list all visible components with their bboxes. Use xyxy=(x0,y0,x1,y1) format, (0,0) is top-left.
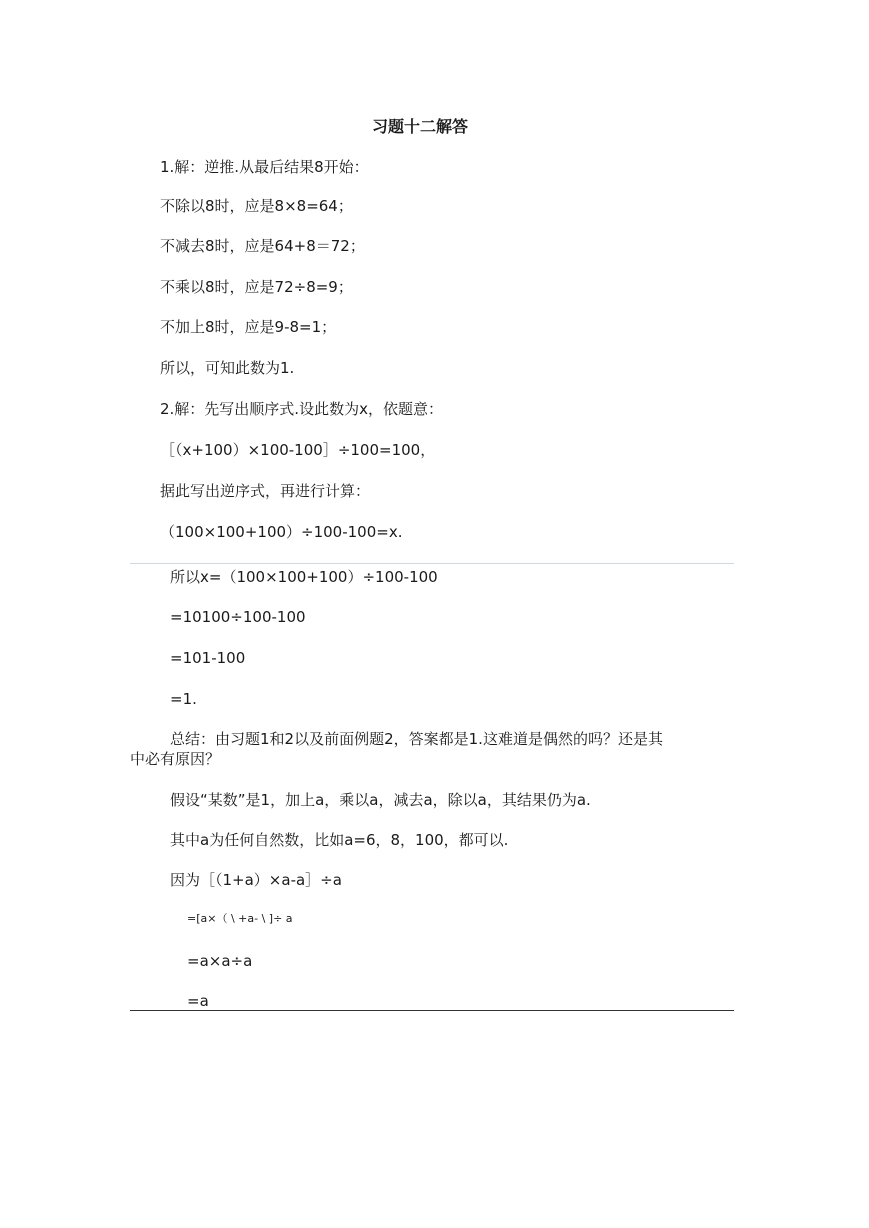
document-title: 习题十二解答 xyxy=(372,117,469,136)
line-8: ［（x+100）×100-100］÷100=100， xyxy=(160,441,436,459)
light-divider xyxy=(130,563,734,564)
line-14: =1. xyxy=(170,690,197,708)
line-20: =a×a÷a xyxy=(187,952,253,970)
line-9: 据此写出逆序式，再进行计算： xyxy=(160,482,371,500)
line-13: =101-100 xyxy=(170,649,246,667)
line-2: 不除以8时，应是8×8=64； xyxy=(160,197,353,215)
line-3: 不减去8时，应是64+8＝72； xyxy=(160,237,365,255)
line-1: 1.解：逆推.从最后结果8开始： xyxy=(160,158,369,176)
line-11: 所以x=（100×100+100）÷100-100 xyxy=(170,568,438,586)
line-12: =10100÷100-100 xyxy=(170,608,306,626)
line-4: 不乘以8时，应是72÷8=9； xyxy=(160,278,353,296)
line-21: =a xyxy=(187,992,209,1010)
line-16: 假设“某数”是1，加上a，乘以a，减去a，除以a，其结果仍为a. xyxy=(170,791,591,809)
line-17: 其中a为任何自然数，比如a=6，8，100，都可以. xyxy=(170,831,509,849)
line-18: 因为［（1+a）×a-a］÷a xyxy=(170,871,342,889)
line-5: 不加上8时，应是9-8=1； xyxy=(160,318,337,336)
line-15b: 中必有原因？ xyxy=(130,750,221,768)
bottom-divider xyxy=(130,1010,734,1011)
line-10: （100×100+100）÷100-100=x. xyxy=(160,523,403,541)
line-15a: 总结：由习题1和2以及前面例题2，答案都是1.这难道是偶然的吗？还是其 xyxy=(170,730,663,748)
line-6: 所以，可知此数为1. xyxy=(160,359,295,377)
line-7: 2.解：先写出顺序式.设此数为x，依题意： xyxy=(160,400,443,418)
line-19: =[a×（ \ +a- \ ]÷ a xyxy=(187,912,293,925)
